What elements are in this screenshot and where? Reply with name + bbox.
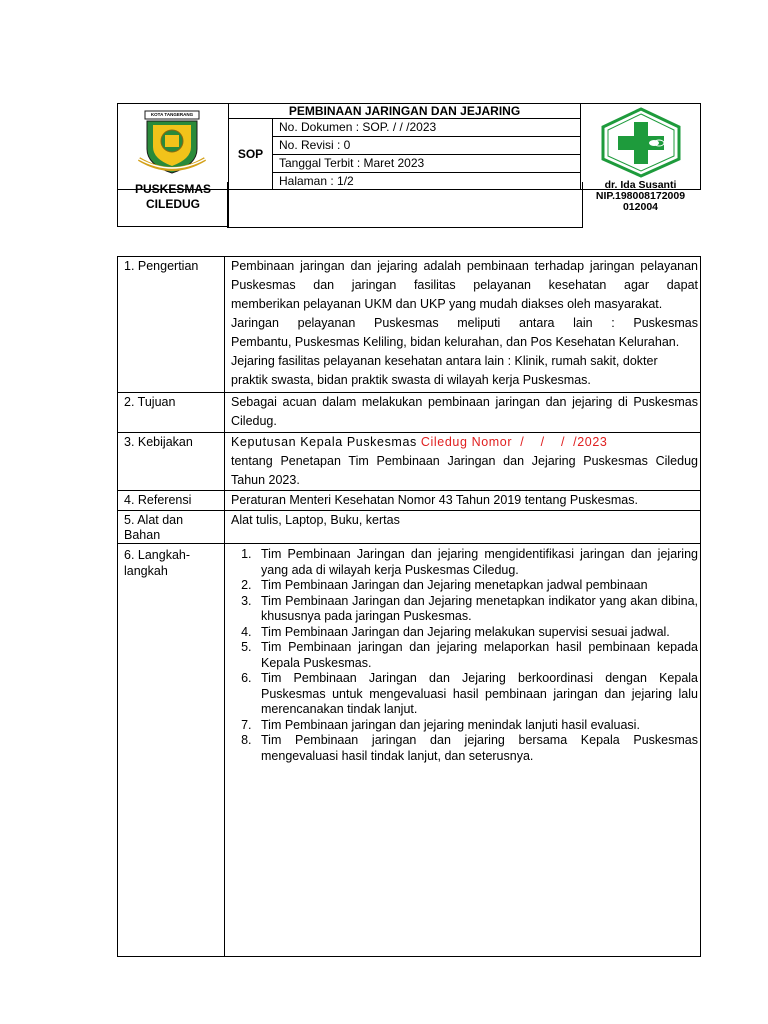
page-number: Halaman : 1/2	[273, 173, 581, 190]
pengertian-line: Pembantu, Puskesmas Keliling, bidan kelurahan, dan Pos Kesehatan Kelurahan.	[231, 335, 680, 349]
pengertian-line: Puskesmas dan jaringan fasilitas pelayanan kesehatan agar dapat	[231, 278, 698, 292]
pengertian-line: Jaringan pelayanan Puskesmas meliputi antara lain : Puskesmas	[231, 316, 698, 330]
org-name-line1: PUSKESMAS	[134, 182, 211, 196]
kebijakan-number: Ciledug Nomor / / / /2023	[420, 435, 608, 449]
sop-label: SOP	[229, 119, 273, 190]
step-item: 7. Tim Pembinaan jaringan dan jejaring menindak lanjuti hasil evaluasi.	[255, 718, 698, 734]
revision-number: No. Revisi : 0	[273, 137, 581, 155]
step-item: 5. Tim Pembinaan jaringan dan jejaring melaporkan hasil pembinaan kepada Kepala Puskesmas.	[255, 640, 698, 671]
doc-number: No. Dokumen : SOP. / / /2023	[273, 119, 581, 137]
issue-date: Tanggal Terbit : Maret 2023	[273, 155, 581, 173]
pengertian-line: Pembinaan jaringan dan jejaring adalah pembinaan terhadap jaringan pelayanan	[231, 259, 698, 273]
langkah-list-cell	[225, 544, 701, 957]
sop-content-table	[117, 256, 701, 957]
kebijakan-text	[225, 433, 701, 491]
sop-header-table	[117, 103, 701, 227]
alat-label	[118, 511, 225, 544]
kebijakan-label: 3. Kebijakan	[118, 433, 225, 491]
step-item: 4. Tim Pembinaan Jaringan dan Jejaring melakukan supervisi sesuai jadwal.	[255, 625, 698, 641]
logo-cell	[118, 104, 229, 211]
org-name-line2: CILEDUG	[146, 197, 200, 211]
city-logo-icon	[135, 109, 209, 177]
pengertian-line: Jejaring fasilitas pelayanan kesehatan antara lain : Klinik, rumah sakit, dokter	[231, 354, 658, 368]
pengertian-line: praktik swasta, bidan praktik swasta di wilayah kerja Puskesmas.	[231, 373, 591, 387]
alat-label-line2: Bahan	[124, 528, 161, 542]
pengertian-label: 1. Pengertian	[118, 257, 225, 393]
step-item: 6. Tim Pembinaan Jaringan dan Jejaring berkoordinasi dengan Kepala Puskesmas untuk mengevaluasi hasil pembinaan jaringan dan jejaring lalu merencanakan tindak lanjut.	[255, 671, 698, 718]
logo-caption: KOTA TANGERANG	[150, 112, 194, 117]
pengertian-line: memberikan pelayanan UKM dan UKP yang mudah diakses oleh masyarakat.	[231, 297, 663, 311]
langkah-label	[118, 544, 225, 957]
alat-text: Alat tulis, Laptop, Buku, kertas	[225, 511, 701, 544]
langkah-label-line2: langkah	[124, 564, 168, 578]
pengertian-text	[225, 257, 701, 393]
step-item: 1. Tim Pembinaan Jaringan dan jejaring mengidentifikasi jaringan dan jejaring yang ada di wilayah kerja Puskesmas Ciledug.	[255, 547, 698, 578]
step-item: 3. Tim Pembinaan Jaringan dan Jejaring menetapkan indikator yang akan dibina, khususnya pada jaringan Puskesmas.	[255, 594, 698, 625]
puskesmas-emblem-icon	[595, 106, 687, 178]
signer-nip-line1: NIP.198008172009	[595, 190, 686, 202]
kebijakan-rest: tentang Penetapan Tim Pembinaan Jaringan dan Jejaring Puskesmas Ciledug Tahun 2023.	[231, 454, 698, 487]
emblem-cell	[581, 104, 701, 213]
langkah-label-line1: 6. Langkah-	[124, 548, 191, 562]
step-item: 2. Tim Pembinaan Jaringan dan Jejaring menetapkan jadwal pembinaan	[255, 578, 698, 594]
tujuan-label: 2. Tujuan	[118, 393, 225, 433]
tujuan-text: Sebagai acuan dalam melakukan pembinaan jaringan dan jejaring di Puskesmas Ciledug.	[225, 393, 701, 433]
kebijakan-prefix: Keputusan Kepala Puskesmas	[231, 435, 421, 449]
doc-title: PEMBINAAN JARINGAN DAN JEJARING	[229, 104, 581, 119]
signer-nip-line2: 012004	[622, 201, 659, 213]
alat-label-line1: 5. Alat dan	[124, 513, 184, 527]
step-item: 8. Tim Pembinaan jaringan dan jejaring bersama Kepala Puskesmas mengevaluasi hasil tindak lanjut, dan seterusnya.	[255, 733, 698, 764]
referensi-label: 4. Referensi	[118, 491, 225, 511]
signer-name: dr. Ida Susanti	[604, 179, 677, 191]
referensi-text: Peraturan Menteri Kesehatan Nomor 43 Tahun 2019 tentang Puskesmas.	[225, 491, 701, 511]
langkah-steps	[233, 547, 698, 764]
